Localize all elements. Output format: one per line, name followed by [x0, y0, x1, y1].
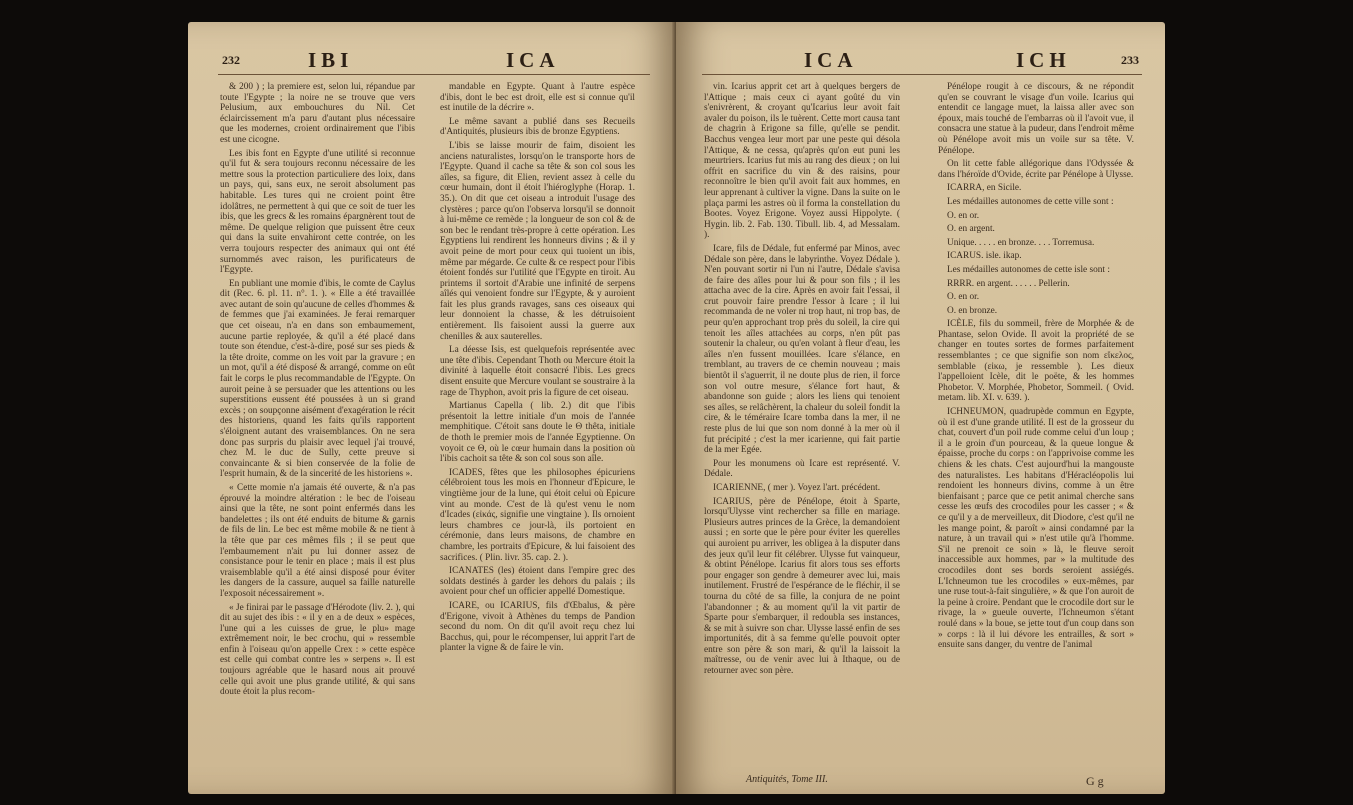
paragraph: Martianus Capella ( lib. 2.) dit que l'ibis présentoit la lettre initiale d'un mois de l'année memphitique. C'étoit sans doute le Θ thêta, initiale de thoth le premier mois de l'année Egyptienne. On voyoit ce Θ, où le cœur humain dans la position où l'ibis cachoit sa tête & son col sous son aîle. — [440, 401, 635, 465]
left-page-number: 232 — [222, 53, 240, 67]
paragraph: L'ibis se laisse mourir de faim, disoient les anciens naturalistes, lorsqu'on le transporte hors de l'Egypte. Quand il cache sa tête & son col sous les aîles, sa figure, dit Elien, revient assez à celle du cœur humain, dont il étoit l'hiéroglyphe (Horap. 1. 35.). On dit que cet oiseau a introduit l'usage des clystères ; parce qu'on l'observa lorsqu'il se donnoit à lui-même ce remède ; la longueur de son col & de son bec le rendant très-propre à cette opération. Les Egyptiens lui rendirent les honneurs divins ; & il y avoit peine de mort pour ceux qui tuoient un ibis, même par mégarde. Ce culte & ce respect pour l'ibis étoient fondés sur l'utilité que l'Egypte en tiroit. Au printems il sortoit d'Arabie une infinité de serpens aîlés qui venoient fondre sur l'Egypte, & y auroient fait les plus grands ravages, sans ces oiseaux qui leur donnoient la chasse, & les détruisoient entièrement. Ils faisoient aussi la guerre aux chenilles & aux sauterelles. — [440, 140, 635, 342]
right-page-number: 233 — [1121, 53, 1139, 67]
paragraph: « Cette momie n'a jamais été ouverte, & n'a pas éprouvé la moindre altération : le bec de l'oiseau ainsi que la tête, ne sont point enfermés dans les bandelettes ; ils ont été enduits de bitume & garnis de fils de lin. Le bec est même mobile & ne tient à la tête que par ces mêmes fils ; il se peut que l'embaumement n'ait pu lui donner assez de consistance pour le tenir en place ; mais il est plus vraisemblable qu'il a été ainsi disposé pour éviter les dangers de la cassure, auquel sa faille naturelle l'exposoit nécessairement ». — [220, 482, 415, 599]
paragraph: Les médailles autonomes de cette ville sont : — [947, 196, 1114, 207]
left-page — [188, 22, 676, 794]
right-column-1 — [704, 82, 900, 770]
paragraph: RRRR. en argent. . . . . . Pellerin. — [947, 278, 1070, 289]
paragraph: ICANATES (les) étoient dans l'empire grec des soldats destinés à garder les dehors du palais ; ils avoient pour chef un officier appellé Domestique. — [440, 566, 635, 598]
left-running-head-2: ICA — [506, 48, 560, 72]
paragraph: mandable en Egypte. Quant à l'autre espèce d'ibis, dont le bec est droit, elle est si connue qu'il est inutile de la décrire ». — [440, 82, 635, 114]
paragraph: ICARRA, en Sicile. — [947, 183, 1022, 194]
paragraph: ICADES, fêtes que les philosophes épicuriens célébroient tous les mois en l'honneur d'Epicure, le vingtième jour de la lune, qui étoit celui où Epicure vint au monde. C'est de là qu'est venu le nom d'Icades (εἰκάς, signifie une vingtaine ). Ils ornoient leurs chambres ce jour-là, ils portoient en cérémonie, dans leurs maisons, de chambre en chambre, les portraits d'Epicure, & lui faisoient des sacrifices. ( Plin. livr. 35. cap. 2. ). — [440, 467, 635, 563]
paragraph: ICARIUS, père de Pénélope, étoit à Sparte, lorsqu'Ulysse vint rechercher sa fille en mariage. Plusieurs autres princes de la Grèce, la demandoient aussi ; en sorte que le père pour éviter les querelles qui auroient pu arriver, les obligea à la disputer dans des jeux qu'il leur fit célébrer. Ulysse fut vainqueur, & obtint Pénélope. Icarius fit alors tous ses efforts pour engager son gendre à demeurer avec lui, mais inutilement. Frustré de l'espérance de le fléchir, il se tourna du côté de sa fille, la conjura de ne point l'abandonner ; & au moment qu'il la vit partir de Sparte pour s'embarquer, il redoubla ses instances, & se mit à suivre son char. Ulysse lassé enfin de ses importunités, dit à sa femme qu'elle pouvoit opter entre son père & son mari, & qu'il la laissoit la maîtresse, ou de venir avec lui à Ithaque, ou de retourner avec son père. — [704, 496, 900, 677]
right-column-2 — [938, 82, 1134, 770]
paragraph: ICHNEUMON, quadrupède commun en Egypte, où il est d'une grande utilité. Il est de la grosseur du chat, couvert d'un poil rude comme celui d'un loup ; il a le groin d'un pourceau, & la queue longue & épaisse, proche du corps : on l'apprivoise comme les chiens & les chats. C'est aujourd'hui la mangouste des naturalistes. Les habitans d'Héracléopolis lui rendoient les honneurs divins, comme à un être bienfaisant ; parce que ce petit animal cherche sans cesse les œufs des crocodiles pour les casser ; « & ce qu'il y a de merveilleux, dit Diodore, c'est qu'il ne les mange point, & paroît » ainsi condamné par la nature, à un travail qui » n'est utile qu'à l'homme. S'il ne prenoit ce soin » là, le fleuve seroit inaccessible aux hommes, par » la multitude des crocodiles dont ses bords seroient assiégés. L'Ichneumon tue les crocodiles » eux-mêmes, par une ruse tout-à-fait singulière, » & que l'on auroit de la peine à croire. Pendant que le crocodile dort sur le rivage, la » gueule ouverte, l'Ichneumon s'étant roulé dans » la boue, se jette tout d'un coup dans son » corps : là il lui dévore les entrailles, & sort » ensuite sans danger, du ventre de l'animal — [938, 407, 1134, 651]
paragraph: ICARIENNE, ( mer ). Voyez l'art. précédent. — [713, 482, 881, 493]
paragraph: O. en or. — [947, 292, 980, 303]
paragraph: On lit cette fable allégorique dans l'Odyssée & dans l'héroïde d'Ovide, écrite par Pénélope à Ulysse. — [938, 159, 1134, 180]
volume-footer: Antiquités, Tome III. — [746, 774, 828, 785]
paragraph: Icare, fils de Dédale, fut enfermé par Minos, avec Dédale son père, dans le labyrinthe. Voyez Dédale ). N'en pouvant sortir ni l'un ni l'autre, Dédale s'avisa de faire des aîles pour lui & pour son fils ; il les attacha avec de la cire. Après en avoir fait l'essai, il crut pouvoir faire prendre l'essor à Icare ; il lui recommanda de ne voler ni trop haut, ni trop bas, de peur qu'en approchant trop près du soleil, la cire qui tenoit les aîles attachées au corps, n'en pût pas soutenir la chaleur, ou qu'en volant à fleur d'eau, les aîles n'en fussent mouillées. Icare s'élance, en tremblant, au travers de ce chemin nouveau ; mais bientôt il s'aguerrit, il ne doute plus de rien, il force son vol outre mesure, s'élance fort haut, & abandonne son guide ; alors les liens qui tenoient ses aîles, se relâchèrent, la chaleur du soleil fondit la cire, & le téméraire Icare tomba dans la mer, il ne reste plus de lui que son nom donné à la mer où il fut précipité ; c'est la mer icarienne, qui fait partie de la mer Egée. — [704, 243, 900, 456]
right-running-head-1: ICA — [804, 48, 858, 72]
paragraph: vin. Icarius apprit cet art à quelques bergers de l'Attique ; mais ceux ci ayant goûté du vin s'enivrèrent, & croyant qu'Icarius leur avoit fait avaler du poison, ils le tuèrent. Cette mort causa tant de chagrin à Erigone sa fille, qu'elle se pendit. Bacchus vengea leur mort par une peste qui désola l'Attique, & ne cessa, qu'après qu'on eut puni les meurtriers. Icarius fut mis au rang des dieux ; on lui offrit en sacrifice du vin & des raisins, pour reconnoître le bien qu'il avoit fait aux hommes, en leur apprenant à cultiver la vigne. Dans la suite on le plaça parmi les astres où il forma la constellation du Bootes. Voyez Erigone. Voyez aussi Hippolyte. ( Hygin. lib. 2. Fab. 130. Tibull. lib. 4, ad Messalam. ). — [704, 82, 900, 241]
paragraph: O. en bronze. — [947, 305, 998, 316]
paragraph: Pénélope rougit à ce discours, & ne répondit qu'en se couvrant le visage d'un voile. Icarius qui entendit ce langage muet, la laissa aller avec son époux, mais touché de l'embarras où il l'avoit vue, il consacra une statue à la pudeur, dans l'endroit même où Pénélope avoit mis un voile sur sa tête. V. Pénélope. — [938, 82, 1134, 156]
paragraph: O. en or. — [947, 210, 980, 221]
paragraph: Le même savant a publié dans ses Recueils d'Antiquités, plusieurs ibis de bronze Egyptiens. — [440, 116, 635, 138]
paragraph: ICARUS. isle. ikap. — [947, 251, 1022, 262]
signature-mark: G g — [1086, 774, 1104, 788]
paragraph: O. en argent. — [947, 224, 995, 235]
right-page — [676, 22, 1165, 794]
left-running-head-1: IBI — [308, 48, 354, 72]
paragraph: « Je finirai par le passage d'Hérodote (liv. 2. ), qui dit au sujet des ibis : « il y en a de deux » espèces, l'une qui a les cuisses de grue, le plu» mage extrêmement noir, le bec crochu, qui » ressemble enfin à l'oiseau qu'on appelle Crex : » cette espèce est celle qui combat contre les » serpens ». Il est toujours agréable que le hasard nous ait prouvé celle qui avoit une plus grande utilité, & qui sans doute étoit la plus recom- — [220, 602, 415, 698]
paragraph: En publiant une momie d'ibis, le comte de Caylus dit (Rec. 6. pl. 11. n°. 1. ). « Elle a été travaillée avec autant de soin qu'aucune de celles d'hommes & de femmes que j'ai examinées. Je ferai remarquer que cet oiseau, n'a en dans son embaumement, aucune partie reployée, & qu'il a été placé dans toute son étendue, c'est-à-dire, posé sur ses pieds & la tête droite, comme on les voit par la gravure ; en un mot, qu'il a été disposé & arrangé, comme on eût fait le corps le plus recommandable de l'Egypte. On auroit peine à se persuader que les attentions ou les superstitions eussent été poussées à un si grand excès ; on soupçonne aisément d'exagération le récit des historiens, quand les faits qu'ils rapportent s'éloignent autant des vraisemblances. On ne sera donc pas surpris du plaisir avec lequel j'ai trouvé, chez M. le duc de Sully, cette preuve si convaincante & si bien conservée de la folie de l'esprit humain, & de la sincerité de les historiens ». — [220, 278, 415, 480]
header-rule — [702, 74, 1142, 75]
paragraph: Pour les monumens où Icare est représenté. V. Dédale. — [704, 458, 900, 480]
paragraph: Les médailles autonomes de cette isle sont : — [947, 264, 1110, 275]
paragraph: ICÈLE, fils du sommeil, frère de Morphée & de Phantase, selon Ovide. Il avoit la propriété de se changer en toutes sortes de formes parfaitement ressemblantes ; ce que signifie son nom εἴκελος, semblable (εἰκω, je ressemble ). Les dieux l'appelloient Icèle, dit le poëte, & les hommes Phobetor. V. Morphée, Phobetor, Sommeil. ( Ovid. metam. lib. XI. v. 639. ). — [938, 319, 1134, 404]
paragraph: & 200 ) ; la premiere est, selon lui, répandue par toute l'Egypte ; la noire ne se trouve que vers Pelusium, aux embouchures du Nil. Cet éclaircissement m'a paru d'autant plus nécessaire que les modernes, croient ordinairement que l'ibis est une cicogne. — [220, 82, 415, 145]
paragraph: Unique. . . . . en bronze. . . . Torremusa. — [947, 237, 1095, 248]
left-column-1 — [220, 82, 415, 770]
paragraph: ICARE, ou ICARIUS, fils d'Œbalus, & père d'Erigone, vivoit à Athènes du temps de Pandion second du nom. On dit qu'il avoit reçu chez lui Bacchus, qui, pour le récompenser, lui apprit l'art de planter la vigne & de faire le vin. — [440, 600, 635, 654]
header-rule — [218, 74, 650, 75]
left-column-2 — [440, 82, 635, 770]
right-running-head-2: ICH — [1016, 48, 1071, 72]
paragraph: Les ibis font en Egypte d'une utilité si reconnue qu'il fut & sera toujours reconnu nécessaire de les mettre sous la protection particuliere des loix, dans un pays, qui, sans eux, ne seroit absolument pas habitable. Les tures qui ne croient point être idolâtres, ne permettent à qui que ce soit de tuer les ibis, que les grecs & les romains épargnèrent tout de même. De quelque religion que puissent être ceux qui dans la suite envahiront cette contrée, on les verra toujours respecter des animaux qui ont été surnommés avec raison, les purificateurs de l'Egypte. — [220, 148, 415, 276]
paragraph: La déesse Isis, est quelquefois représentée avec une tête d'ibis. Cependant Thoth ou Mercure étoit la divinité à laquelle étoit consacré l'ibis. Les grecs disent ensuite que Mercure voulant se soustraire à la rage de Thyphon, avoit pris la figure de cet oiseau. — [440, 345, 635, 398]
